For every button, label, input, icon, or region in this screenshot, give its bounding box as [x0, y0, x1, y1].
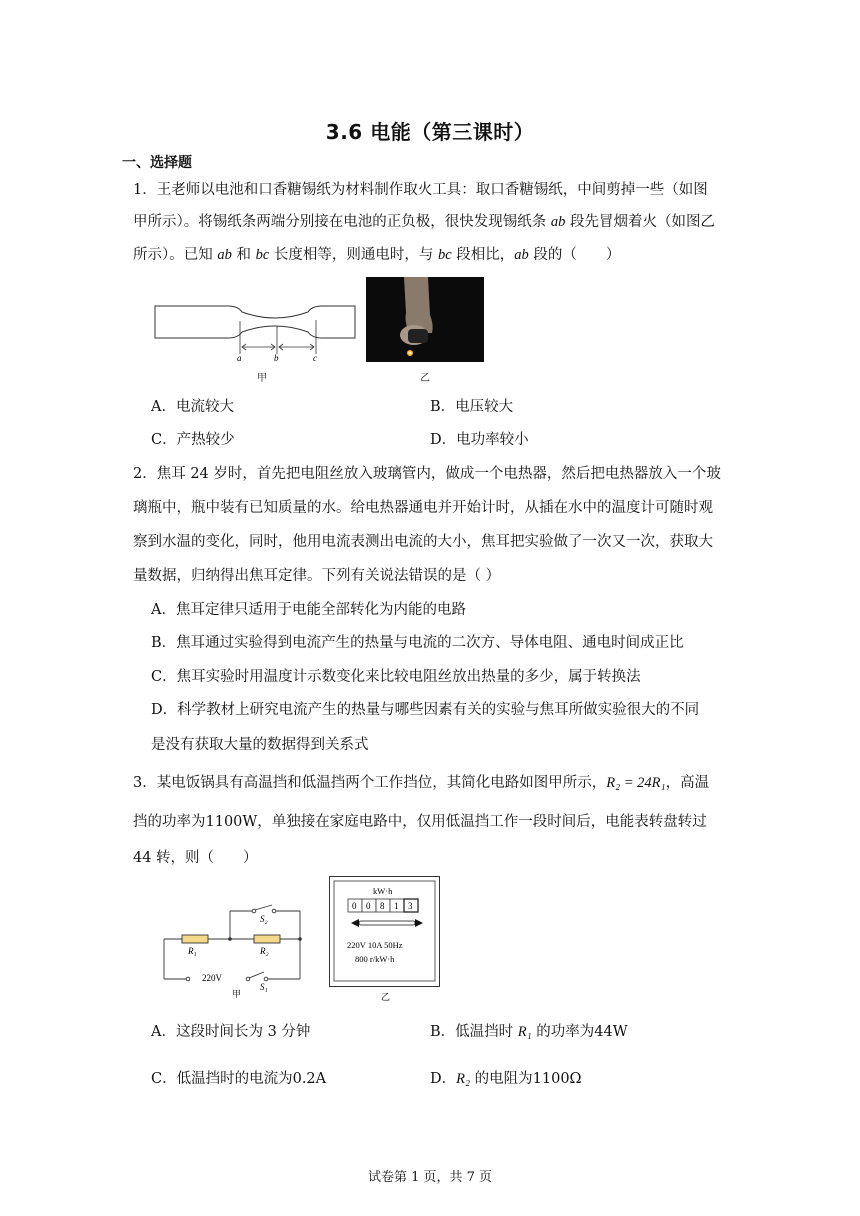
q1-text: 甲所示）。将锡纸条两端分别接在电池的正负极，很快发现锡纸条	[133, 214, 551, 230]
q3-option-a[interactable]: A．这段时间长为 3 分钟	[151, 1024, 311, 1040]
figure-caption-jia: 甲	[232, 990, 242, 1000]
q1-text: 和	[231, 247, 256, 263]
burning-foil-photo	[366, 277, 484, 362]
option-text: B．低温挡时	[430, 1024, 518, 1040]
q3-text: ，高温	[665, 775, 710, 791]
q1-text: 段先冒烟着火（如图乙	[565, 214, 715, 230]
meter-spec-1: 220V 10A 50Hz	[347, 940, 403, 950]
q1-line-2	[133, 210, 715, 231]
q3-line-2: 挡的功率为1100W，单独接在家庭电路中，仅用低温挡工作一段时间后，电能表转盘转过	[133, 814, 707, 830]
var-ab: ab	[217, 247, 232, 263]
q1-text: 段相比，	[451, 247, 515, 263]
q1-option-c[interactable]: C．产热较少	[151, 432, 235, 448]
q1-text: 所示）。已知	[133, 247, 218, 263]
q3-equation: R₂ = 24R₁	[606, 775, 666, 791]
energy-meter	[329, 876, 441, 1002]
label-b: b	[274, 353, 279, 363]
figure-caption-yi: 乙	[381, 993, 391, 1002]
q1-option-a[interactable]: A．电流较大	[151, 399, 234, 415]
var-r2: R₂	[456, 1071, 471, 1087]
var-r1: R₁	[517, 1024, 532, 1040]
q2-line-2: 璃瓶中，瓶中装有已知质量的水。给电热器通电并开始计时，从插在水中的温度计可随时观	[133, 500, 713, 516]
figure-caption-jia: 甲	[257, 373, 267, 384]
q1-option-d[interactable]: D．电功率较小	[430, 432, 529, 448]
option-text: D．	[430, 1071, 457, 1087]
q3-line-3: 44 转，则（ ）	[133, 850, 258, 866]
section-heading: 一、选择题	[122, 155, 192, 171]
label-a: a	[237, 353, 242, 363]
label-c: c	[313, 353, 317, 363]
page-title: 3.6 电能（第三课时）	[325, 120, 535, 144]
page-footer: 试卷第 1 页，共 7 页	[367, 1170, 493, 1185]
meter-digit: 0	[352, 901, 357, 911]
var-bc: bc	[437, 247, 452, 263]
label-s1: S₁	[260, 982, 268, 992]
q3-text: 3．某电饭锅具有高温挡和低温挡两个工作挡位，其简化电路如图甲所示，	[133, 775, 607, 791]
q2-option-d[interactable]: D．科学教材上研究电流产生的热量与哪些因素有关的实验与焦耳所做实验很大的不同	[151, 702, 700, 718]
var-bc: bc	[255, 247, 270, 263]
q2-line-4: 量数据，归纳得出焦耳定律。下列有关说法错误的是（ ）	[133, 568, 501, 584]
meter-digit: 8	[380, 901, 385, 911]
label-voltage: 220V	[202, 973, 222, 983]
meter-digit: 3	[408, 901, 413, 911]
var-ab: ab	[514, 247, 529, 263]
label-r1: R₁	[188, 946, 197, 956]
meter-digit: 0	[366, 901, 371, 911]
label-s2: S₂	[260, 914, 268, 924]
q2-option-b[interactable]: B．焦耳通过实验得到电流产生的热量与电流的二次方、导体电阻、通电时间成正比	[151, 635, 684, 651]
q2-line-1: 2．焦耳 24 岁时，首先把电阻丝放入玻璃管内，做成一个电热器，然后把电热器放入一个玻	[133, 466, 721, 482]
circuit-diagram	[152, 900, 320, 1000]
q3-line-1	[133, 771, 709, 792]
q2-option-a[interactable]: A．焦耳定律只适用于电能全部转化为内能的电路	[151, 602, 466, 618]
q1-option-b[interactable]: B．电压较大	[430, 399, 514, 415]
q3-option-b[interactable]	[430, 1020, 628, 1041]
q1-text: 段的（ ）	[528, 247, 621, 263]
meter-digits	[348, 899, 418, 912]
meter-unit: kW·h	[373, 886, 393, 896]
q3-option-c[interactable]: C．低温挡时的电流为0.2A	[151, 1071, 327, 1087]
tinfoil-strip-figure	[150, 298, 360, 380]
meter-digit: 1	[394, 901, 399, 911]
q1-text: 长度相等，则通电时，与	[269, 247, 438, 263]
q1-line-1: 1．王老师以电池和口香糖锡纸为材料制作取火工具：取口香糖锡纸，中间剪掉一些（如图	[133, 182, 708, 198]
label-r2: R₂	[260, 946, 269, 956]
q3-option-d[interactable]	[430, 1067, 582, 1088]
q1-line-3	[133, 243, 620, 264]
option-text: 的功率为44W	[531, 1024, 628, 1040]
var-ab: ab	[550, 214, 566, 230]
option-text: 的电阻为1100Ω	[470, 1071, 582, 1087]
q2-option-c[interactable]: C．焦耳实验时用温度计示数变化来比较电阻丝放出热量的多少，属于转换法	[151, 669, 641, 685]
meter-spec-2: 800 r/kW·h	[355, 954, 395, 964]
figure-caption-yi: 乙	[420, 373, 430, 384]
q2-line-3: 察到水温的变化，同时，他用电流表测出电流的大小，焦耳把实验做了一次又一次，获取大	[133, 534, 713, 550]
q2-option-d-continued: 是没有获取大量的数据得到关系式	[151, 737, 369, 753]
